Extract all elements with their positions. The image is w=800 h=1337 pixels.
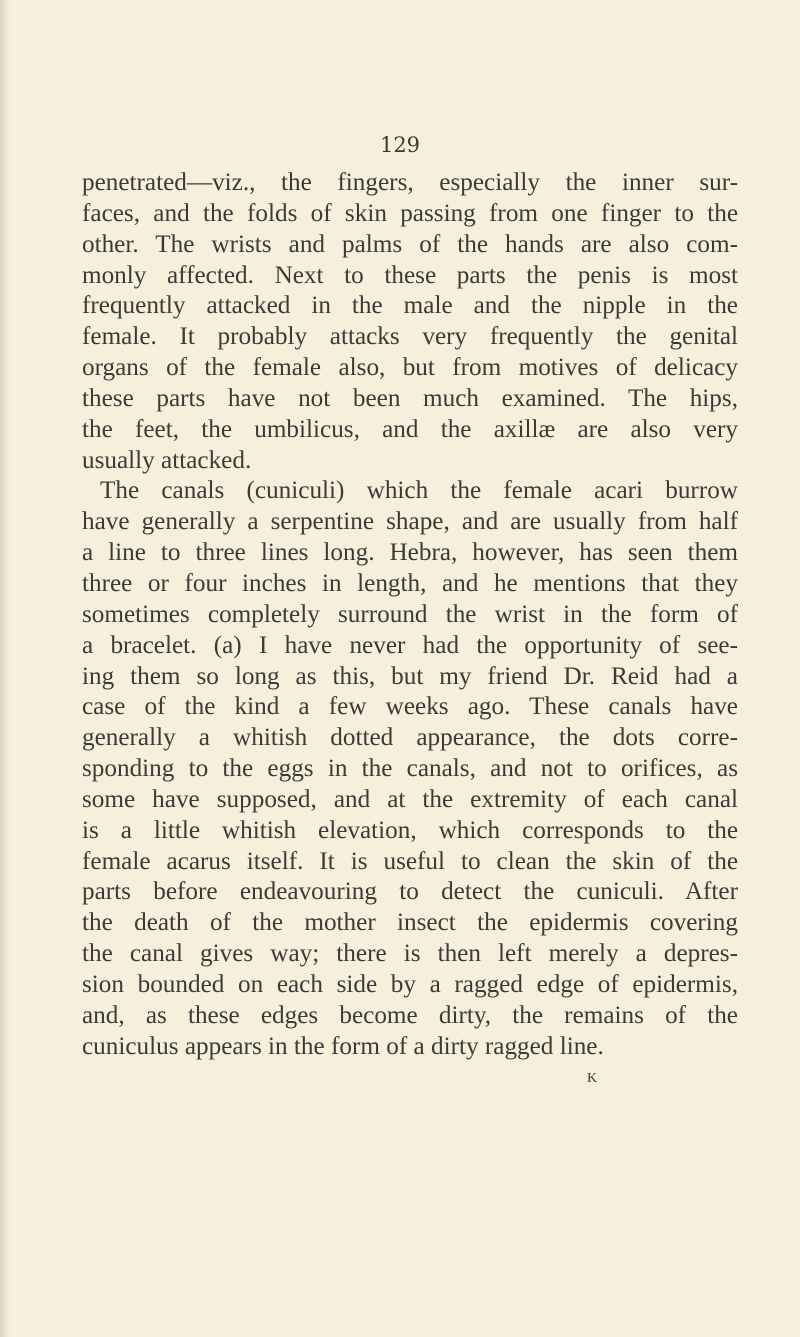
- text-line: sometimes completely surround the wrist in the form of: [82, 600, 738, 628]
- text-line: usually attacked.: [82, 446, 252, 474]
- text-line: is a little whitish elevation, which corresponds to the: [82, 816, 738, 844]
- text-line: the death of the mother insect the epidermis covering: [82, 909, 738, 937]
- text-line: sion bounded on each side by a ragged edge of epidermis,: [82, 970, 738, 998]
- text-line: generally a whitish dotted appearance, the dots corre-: [82, 724, 738, 752]
- text-line: The canals (cuniculi) which the female acari burrow: [100, 477, 738, 505]
- text-line: faces, and the folds of skin passing from one finger to the: [82, 199, 738, 227]
- page-number: 129: [379, 133, 421, 157]
- page-edge-shadow: [0, 0, 10, 1337]
- text-line: sponding to the eggs in the canals, and not to orifices, as: [82, 755, 738, 783]
- signature-mark: K: [587, 1071, 598, 1086]
- text-line: case of the kind a few weeks ago. These canals have: [82, 693, 738, 721]
- text-line: these parts have not been much examined. The hips,: [82, 384, 738, 412]
- text-line: ing them so long as this, but my friend Dr. Reid had a: [82, 662, 738, 690]
- text-line: penetrated—viz., the fingers, especially the inner sur-: [82, 169, 738, 196]
- text-line: the canal gives way; there is then left merely a depres-: [82, 940, 738, 968]
- text-line: a bracelet. (a) I have never had the opportunity of see-: [82, 631, 738, 659]
- text-line: three or four inches in length, and he mentions that they: [82, 569, 738, 597]
- body-text: [82, 168, 738, 1062]
- text-line: monly affected. Next to these parts the penis is most: [82, 261, 738, 289]
- text-line: parts before endeavouring to detect the cuniculi. After: [82, 878, 738, 906]
- text-line: some have supposed, and at the extremity of each canal: [82, 785, 738, 813]
- text-line: organs of the female also, but from motives of delicacy: [82, 354, 738, 382]
- text-line: female. It probably attacks very frequently the genital: [82, 323, 738, 351]
- text-line: cuniculus appears in the form of a dirty ragged line.: [82, 1032, 604, 1060]
- text-line: and, as these edges become dirty, the remains of the: [82, 1001, 738, 1029]
- text-line: frequently attacked in the male and the nipple in the: [82, 292, 738, 320]
- text-line: other. The wrists and palms of the hands are also com-: [82, 230, 738, 258]
- text-line: the feet, the umbilicus, and the axillæ are also very: [82, 415, 738, 443]
- text-line: a line to three lines long. Hebra, however, has seen them: [82, 539, 738, 567]
- text-line: female acarus itself. It is useful to clean the skin of the: [82, 847, 738, 875]
- text-line: have generally a serpentine shape, and are usually from half: [82, 508, 738, 536]
